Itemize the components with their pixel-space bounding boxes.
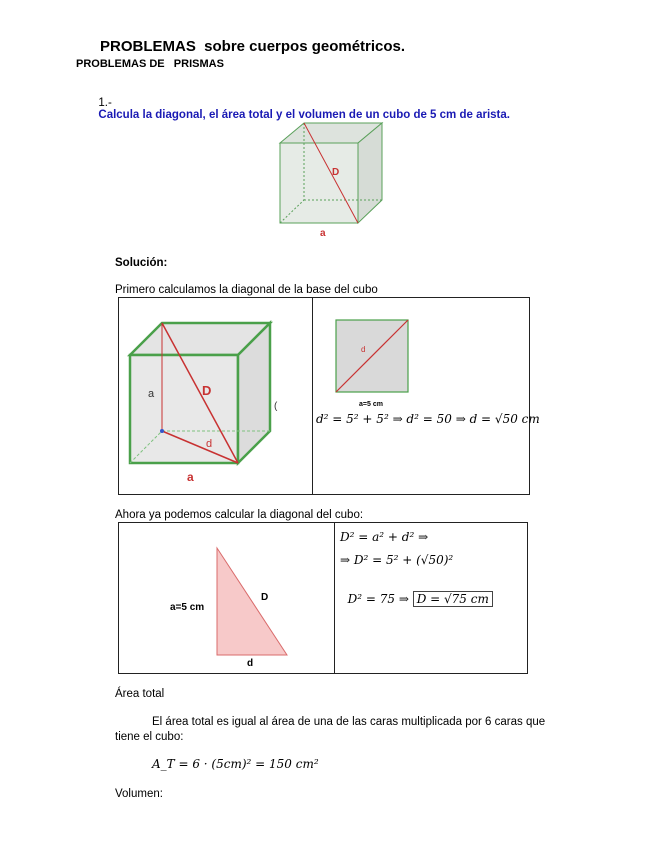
cube2-vertex xyxy=(160,429,164,433)
right-triangle xyxy=(217,548,287,655)
triangle-figure xyxy=(165,540,300,670)
cube-label-a: a xyxy=(320,228,326,239)
cube2-stray-mark: ( xyxy=(274,401,278,412)
square-label-d: d xyxy=(361,345,366,354)
cube-front-face xyxy=(280,143,358,223)
eq-area: A_T = 6 · (5cm)² = 150 cm² xyxy=(152,757,319,771)
triangle-label-d: d xyxy=(247,658,254,669)
cube2-label-base: a xyxy=(187,470,194,484)
area-text-line1: El área total es igual al área de una de las caras multiplicada por 6 caras que xyxy=(152,716,546,728)
cube-label-D: D xyxy=(332,167,340,178)
triangle-label-a: a=5 cm xyxy=(170,602,205,613)
eq-cube-line1: D² = a² + d² ⇒ xyxy=(340,530,429,544)
volume-heading: Volumen: xyxy=(115,788,163,800)
question-number: 1.- xyxy=(98,97,112,109)
page-title: PROBLEMAS sobre cuerpos geométricos. xyxy=(100,38,406,55)
step1-text: Primero calculamos la diagonal de la base del cubo xyxy=(115,284,378,296)
area-heading: Área total xyxy=(115,688,165,700)
eq-base-diagonal: d² = 5² + 5² ⇒ d² = 50 ⇒ d = √50 cm xyxy=(316,412,540,426)
step2-text: Ahora ya podemos calcular la diagonal del cubo: xyxy=(115,509,364,521)
table2-divider xyxy=(334,522,335,674)
square-figure xyxy=(334,318,414,410)
triangle-label-D: D xyxy=(261,592,269,603)
cube2-label-d: d xyxy=(206,438,213,450)
area-text-line2: tiene el cubo: xyxy=(115,731,184,743)
section-subtitle: PROBLEMAS DE PRISMAS xyxy=(76,58,224,70)
cube2-label-a: a xyxy=(148,388,155,400)
eq-cube-line3-a: D² = 75 ⇒ xyxy=(347,592,413,606)
question-text: Calcula la diagonal, el área total y el volumen de un cubo de 5 cm de arista. xyxy=(98,109,510,121)
solution-heading: Solución: xyxy=(115,257,168,269)
eq-cube-result: D = √75 cm xyxy=(413,591,493,607)
cube2-label-D: D xyxy=(202,383,212,398)
eq-cube-line3 xyxy=(340,578,493,606)
cube-figure-2 xyxy=(122,305,307,485)
eq-cube-line2: ⇒ D² = 5² + (√50)² xyxy=(340,553,454,567)
table1-divider xyxy=(312,297,313,495)
cube-figure xyxy=(270,115,395,240)
square-caption: a=5 cm xyxy=(359,401,383,408)
